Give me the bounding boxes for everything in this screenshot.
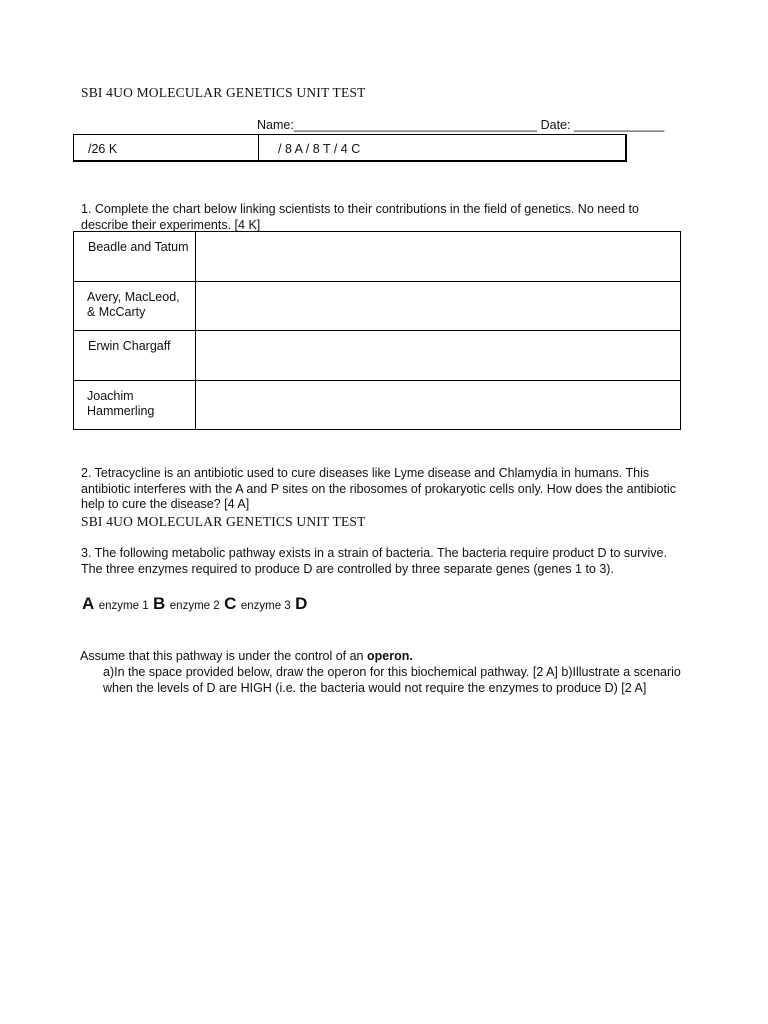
table-row (74, 281, 681, 331)
scientist-cell (74, 380, 196, 430)
name-date-line: Name:___________________________________ Date: _____________ (257, 118, 665, 132)
score-box (73, 134, 627, 162)
pathway-enzyme-3: enzyme 3 (240, 600, 291, 612)
table-row (74, 331, 681, 381)
question-3-text: 3. The following metabolic pathway exists in a strain of bacteria. The bacteria require product D to survive. The three enzymes required to produce D are controlled by three separate genes (genes 1 to 3). (81, 546, 667, 576)
scientist-name: Joachim (87, 388, 134, 403)
scientist-name: Avery, MacLeod, (87, 289, 180, 304)
question-2-text: 2. Tetracycline is an antibiotic used to cure diseases like Lyme disease and Chlamydia in humans. This antibiotic interferes with the A and P sites on the ribosomes of prokaryotic cells only. How does the antibiotic help to cure the disease? [4 A] (81, 466, 676, 511)
contribution-answer-cell[interactable] (196, 281, 681, 331)
scientist-name-cont: & McCarty (87, 305, 146, 319)
scientist-cell (74, 331, 196, 381)
page-title: SBI 4UO MOLECULAR GENETICS UNIT TEST (81, 85, 366, 100)
scientists-table (73, 231, 681, 430)
contribution-answer-cell[interactable] (196, 380, 681, 430)
metabolic-pathway (82, 594, 307, 614)
scientist-name-cont: Hammerling (87, 404, 155, 418)
contribution-answer-cell[interactable] (196, 331, 681, 381)
score-application-thinking-communication: / 8 A / 8 T / 4 C (278, 142, 361, 156)
repeated-page-title: SBI 4UO MOLECULAR GENETICS UNIT TEST (81, 514, 366, 529)
pathway-enzyme-1: enzyme 1 (98, 600, 149, 612)
question-1-text: 1. Complete the chart below linking scientists to their contributions in the field of genetics. No need to describe their experiments. [4 K] (81, 202, 639, 232)
operon-prefix: Assume that this pathway is under the control of an (80, 649, 364, 663)
question-3-parts: a)In the space provided below, draw the operon for this biochemical pathway. [2 A] b)Illustrate a scenario when the levels of D are HIGH (i.e. the bacteria would not require the enzymes to produce D) [2 A] (103, 665, 681, 695)
table-row (74, 232, 681, 282)
score-knowledge: /26 K (88, 142, 118, 156)
pathway-product-d: D (295, 594, 308, 613)
scientist-cell (74, 281, 196, 331)
operon-assumption (80, 649, 413, 663)
contribution-answer-cell[interactable] (196, 232, 681, 282)
table-row (74, 380, 681, 430)
score-box-divider (258, 135, 259, 160)
pathway-enzyme-2: enzyme 2 (169, 600, 220, 612)
pathway-intermediate-c: C (224, 594, 237, 613)
pathway-substrate-a: A (82, 594, 95, 613)
scientist-cell (74, 232, 196, 282)
scientist-name: Beadle and Tatum (88, 240, 189, 254)
scientist-name: Erwin Chargaff (88, 339, 171, 353)
operon-word: operon. (366, 649, 413, 663)
pathway-intermediate-b: B (153, 594, 166, 613)
